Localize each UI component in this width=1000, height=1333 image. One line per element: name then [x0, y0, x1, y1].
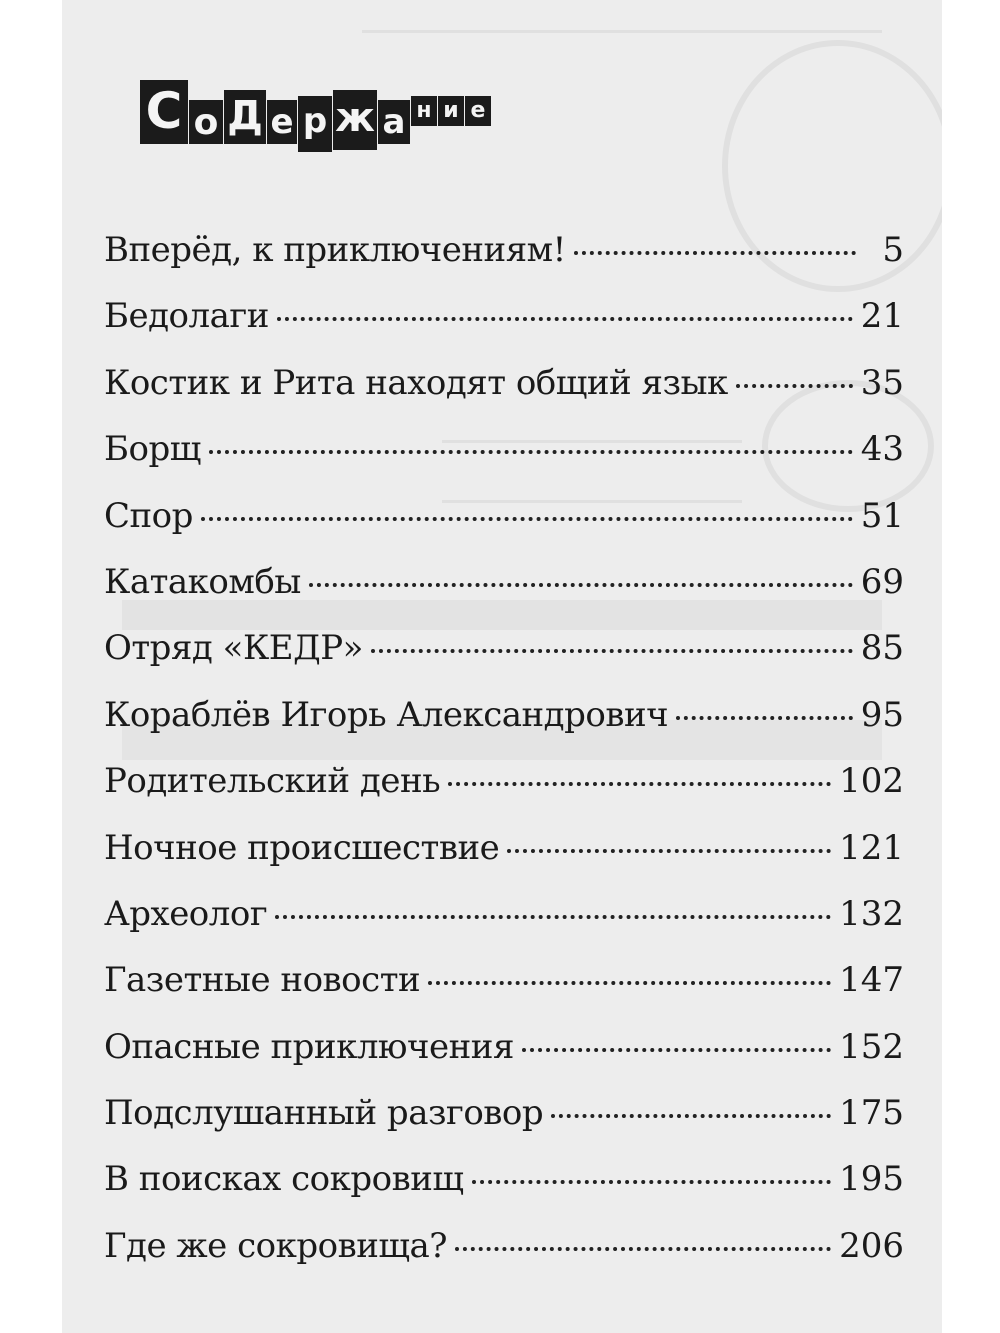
toc-entry-page: 69 — [860, 561, 904, 602]
toc-entry — [104, 296, 904, 362]
toc-entry-page: 21 — [860, 296, 904, 337]
toc-entry-page: 175 — [839, 1093, 904, 1134]
toc-entry-page: 51 — [860, 495, 904, 536]
dot-leader — [277, 317, 853, 321]
dot-leader — [371, 649, 853, 653]
heading-letter-tile: и — [438, 96, 464, 126]
dot-leader — [428, 981, 831, 985]
contents-heading — [140, 72, 492, 152]
toc-entry-page: 152 — [839, 1026, 904, 1067]
toc-entry — [104, 363, 904, 429]
dot-leader — [507, 849, 831, 853]
heading-letter-tile: р — [298, 96, 332, 152]
toc-entry-page: 206 — [839, 1225, 904, 1266]
toc-entry-title: В поисках сокровищ — [104, 1159, 464, 1200]
toc-entry-title: Бедолаги — [104, 296, 269, 337]
toc-entry — [104, 429, 904, 495]
toc-entry-page: 147 — [839, 960, 904, 1001]
heading-letter-tile: а — [378, 100, 410, 144]
toc-entry-title: Борщ — [104, 429, 201, 470]
toc-entry — [104, 1159, 904, 1225]
toc-entry — [104, 828, 904, 894]
toc-entry — [104, 496, 904, 562]
toc-entry-page: 102 — [839, 761, 904, 802]
show-through-line — [362, 30, 882, 33]
dot-leader — [448, 782, 831, 786]
dot-leader — [472, 1180, 832, 1184]
dot-leader — [676, 716, 853, 720]
toc-entry-title: Где же сокровища? — [104, 1225, 447, 1266]
toc-entry-title: Подслушанный разговор — [104, 1093, 544, 1134]
toc-entry-title: Костик и Рита находят общий язык — [104, 362, 728, 403]
toc-entry — [104, 1226, 904, 1292]
heading-letter-tile: С — [140, 80, 188, 144]
toc-entry — [104, 894, 904, 960]
toc-entry-title: Спор — [104, 495, 193, 536]
toc-entry-page: 85 — [860, 628, 904, 669]
toc-entry-page: 43 — [860, 429, 904, 470]
toc-entry-title: Ночное происшествие — [104, 827, 500, 868]
dot-leader — [551, 1114, 831, 1118]
dot-leader — [275, 915, 831, 919]
toc-entry-title: Родительский день — [104, 761, 441, 802]
toc-entry — [104, 761, 904, 827]
heading-letter-tile: ж — [333, 90, 377, 150]
dot-leader — [736, 384, 853, 388]
toc-entry — [104, 1093, 904, 1159]
toc-entry-page: 5 — [882, 230, 904, 270]
dot-leader — [574, 251, 856, 255]
dot-leader — [309, 583, 853, 587]
toc-entry-title: Газетные новости — [104, 960, 421, 1001]
dot-leader — [455, 1247, 831, 1251]
table-of-contents — [104, 230, 904, 1292]
toc-entry-page: 132 — [839, 893, 904, 934]
toc-entry — [104, 628, 904, 694]
toc-entry — [104, 1027, 904, 1093]
toc-entry — [104, 230, 904, 296]
dot-leader — [201, 517, 853, 521]
dot-leader — [522, 1048, 831, 1052]
toc-entry-title: Кораблёв Игорь Александрович — [104, 694, 669, 735]
toc-entry-title: Археолог — [104, 893, 268, 934]
toc-entry — [104, 960, 904, 1026]
heading-letter-tile: е — [465, 96, 491, 126]
toc-entry-title: Вперёд, к приключениям! — [104, 230, 566, 270]
toc-entry-page: 195 — [839, 1159, 904, 1200]
toc-entry — [104, 695, 904, 761]
toc-entry — [104, 562, 904, 628]
heading-letter-tile: Д — [224, 90, 266, 144]
dot-leader — [209, 450, 853, 454]
toc-entry-title: Отряд «КЕДР» — [104, 628, 363, 669]
toc-entry-title: Катакомбы — [104, 561, 301, 602]
toc-entry-page: 35 — [860, 362, 904, 403]
toc-entry-page: 95 — [860, 694, 904, 735]
toc-entry-title: Опасные приключения — [104, 1026, 514, 1067]
toc-entry-page: 121 — [839, 827, 904, 868]
heading-letter-tile: о — [189, 100, 223, 144]
book-page — [62, 0, 942, 1333]
heading-letter-tile: е — [267, 100, 297, 144]
heading-letter-tile: н — [411, 96, 437, 126]
